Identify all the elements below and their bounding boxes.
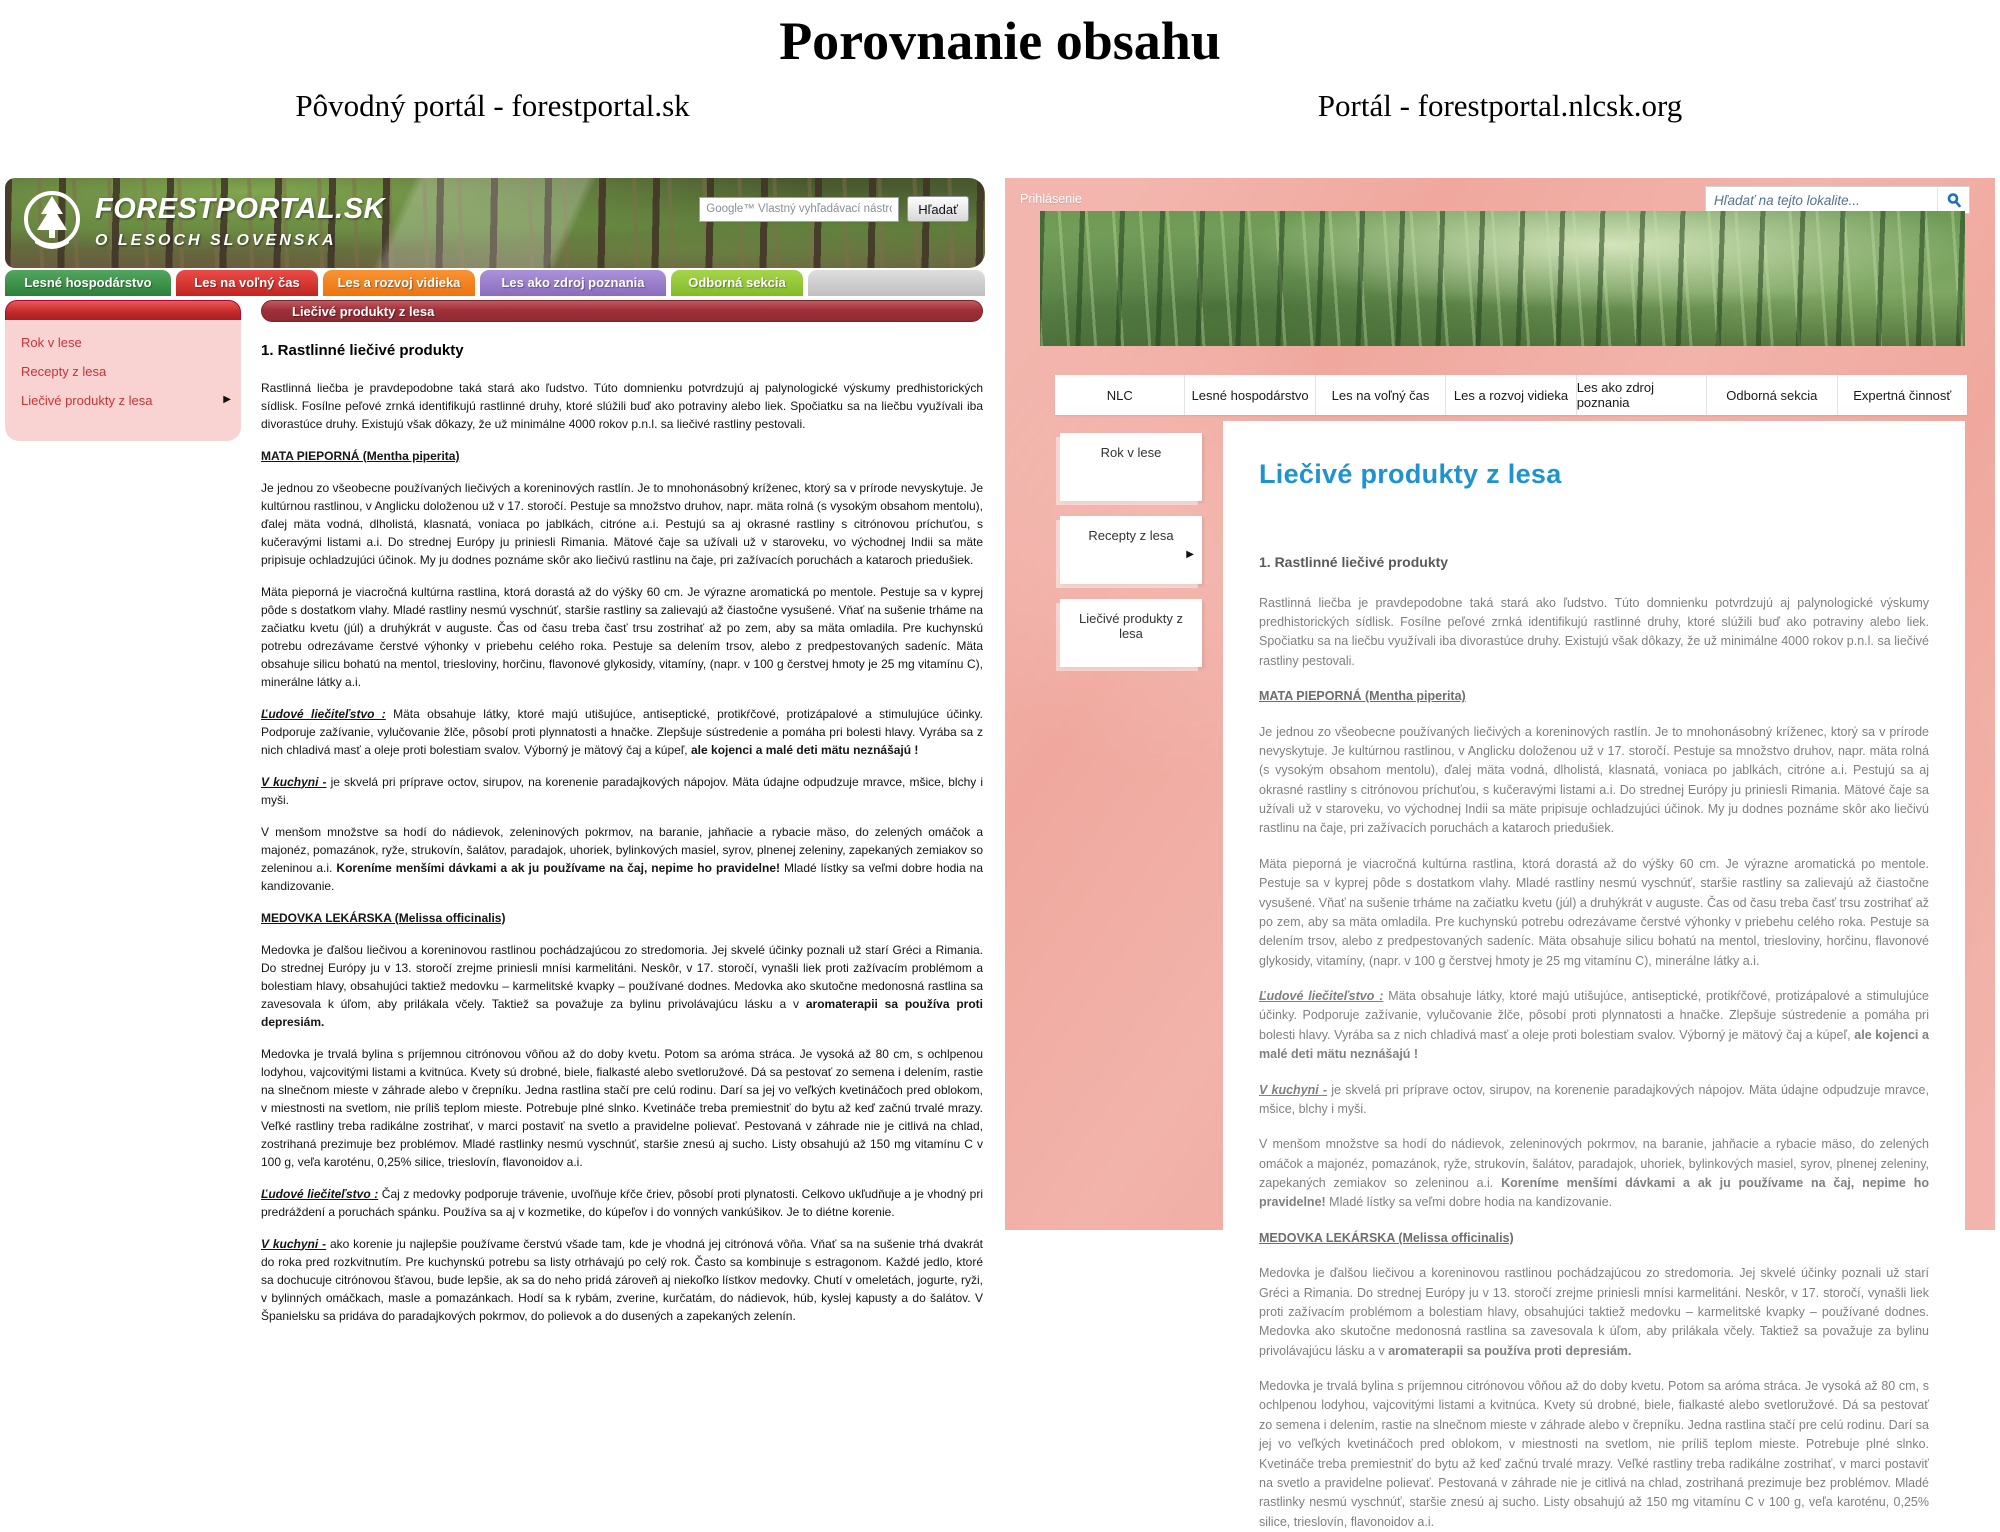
logo-text — [95, 193, 385, 250]
paragraph-kitchen — [1259, 1081, 1929, 1120]
sidebar-item-rok-v-lese[interactable]: Rok v lese — [1060, 433, 1202, 501]
paragraph-kitchen — [261, 773, 983, 809]
sidebar-item-label: Liečivé produkty z lesa — [21, 393, 153, 408]
sidebar-item-label: Recepty z lesa — [1088, 528, 1174, 543]
paragraph: V menšom množstve sa hodí do nádievok, zeleninových pokrmov, na baranie, jahňacie a rybacie mäso, do zelených omáčok a majonéz, pomazánok, ryže, strukovín, šalátov, paradajok, uhoriek, bylinkových masiel, syrov, plnenej zeleniny, zapekaných zemiakov so zeleninou a.i. Koreníme menšími dávkami a ak ju používame na čaj, nepime ho pravidelne! Mladé lístky sa veľmi dobre hodia na kandizovanie. — [1259, 1137, 1929, 1210]
section-heading: 1. Rastlinné liečivé produkty — [1259, 554, 1449, 570]
logo-subtitle: O LESOCH SLOVENSKA — [95, 231, 337, 249]
sidebar-item-recepty-z-lesa[interactable] — [1060, 516, 1202, 584]
tab-les-ako-zdroj-poznania[interactable]: Les ako zdroj poznania — [1577, 375, 1707, 415]
tab-nlc[interactable]: NLC — [1055, 375, 1185, 415]
kitchen-label: V kuchyni - — [261, 1236, 327, 1251]
right-search-area — [1705, 186, 1970, 214]
paragraph: Mäta pieporná je viacročná kultúrna rastlina, ktorá dorastá až do výšky 60 cm. Je výrazne aromatická po mentole. Pestuje sa v kyprej pôde s dostatkom vlahy. Mladé rastliny nesmú vyschnúť, staršie rastliny sa zalievajú až čiastočne vysušené. Vňať na sušenie trháme na začiatku kvetu (júl) a druhýkrát v auguste. Čas od času treba časť trsu zostrihať až po zem, aby sa mäta omladila. Pre kuchynskú potrebu odrezávame čerstvé výhonky v priebehu celého roka. Pestuje sa delením trsov, alebo z predpestovaných sadeníc. Mäta obsahuje silicu bohatú na mentol, triesloviny, horčinu, flavonové glykosidy, vitamíny, (napr. v 100 g čerstvej hmoty je 25 mg vitamínu C), minerálne látky a.i. — [261, 584, 983, 689]
paragraph: Medovka je ďalšou liečivou a koreninovou rastlinou pochádzajúcou zo stredomoria. Jej skvelé účinky poznali už starí Gréci a Rimania. Do strednej Európy ju v 13. storočí zrejme priniesli mnísi karmelitáni. Neskôr, v 17. storočí, vynašli liek proti zažívacím problémom a bolestiam hlavy, obsahujúci taktiež medovku – karmelitské kvapky – používané dodnes. Medovka ako skutočne medonosná rastlina sa zavesovala k úľom, aby prilákala včely. Taktiež sa považuje za bylinu privolávajúcu lásku a v aromaterapii sa používa proti depresiám. — [1259, 1266, 1929, 1358]
paragraph: Medovka je trvalá bylina s príjemnou citrónovou vôňou až do doby kvetu. Potom sa aróma stráca. Je vysoká až 80 cm, s ochlpenou lodyhou, vajcovitými listami a kvitnúca. Kvety sú drobné, biele, fialkasté alebo svetloružové. Dá sa pestovať zo semena i delením, rastie na slnečnom mieste v záhrade alebo v črepníku. Jedna rastlina stačí pre celú rodinu. Darí sa jej vo veľkých kvetináčoch pred oblokom, v miestnosti na svetlom, nie príliš teplom mieste. Potrebuje plné slnko. Kvetináče treba premiestniť do bytu až keď začnú trvalé mrazy. Veľké rastliny treba radikálne zostrihať, v marci postaviť na svetlo a pravidelne polievať. Pestovaná v záhrade nie je citlivá na chlad, zostrihaná prezimuje bez problémov. Mladé rastlinky nesmú vyschnúť, staršie znesú aj sucho. Listy obsahujú až 150 mg vitamínu C v 100 g, veľa karoténu, 0,25% silice, trieslovín, flavonoidov a.i. — [261, 1046, 983, 1169]
paragraph: Rastlinná liečba je pravdepodobne taká stará ako ľudstvo. Túto domnienku potvrdzujú aj palynologické výskumy predhistorických sídlisk. Fosílne peľové zrnká identifikujú rastlinné druhy, ktoré slúžili buď ako potraviny alebo liek. Spočiatku sa na liečbu využívali iba divorastúce druhy. Existujú však dôkazy, že už minimálne 4000 rokov p.n.l. sa liečivé rastliny pestovali. — [261, 380, 983, 431]
folk-label: Ľudové liečiteľstvo : — [261, 706, 386, 721]
logo-title: FORESTPORTAL.SK — [95, 192, 385, 225]
left-search-area — [699, 196, 969, 222]
folk-text: Mäta obsahuje látky, ktoré majú utišujúce, antiseptické, protikŕčové, protizápalové a stimulujúce účinky. Podporuje zažívanie, vylučovanie žlče, pôsobí proti plynnatosti a hnačke. Zlepšuje sústredenie a pomáha pri bolesti hlavy. Vyrába sa z nich chladivá masť a oleje proti bolestiam svalov. Výborný je mätový čaj a kúpeľ, — [1259, 989, 1929, 1042]
paragraph-kitchen — [261, 1235, 983, 1325]
left-content — [261, 300, 983, 1339]
tab-les-na-volny-cas[interactable]: Les na voľný čas — [1316, 375, 1446, 415]
paragraph: Medovka je ďalšou liečivou a koreninovou rastlinou pochádzajúcou zo stredomoria. Jej skvelé účinky poznali už starí Gréci a Rimania. Do strednej Európy ju v 13. storočí zrejme priniesli mnísi karmelitáni. Neskôr, v 17. storočí, vynašli liek proti zažívacím problémom a bolestiam hlavy, obsahujúci taktiež medovku – karmelitské kvapky – používané dodnes. Medovka ako skutočne medonosná rastlina sa zavesovala k úľom, aby prilákala včely. Taktiež sa považuje za bylinu privolávajúcu lásku a v aromaterapii sa používa proti depresiám. — [261, 942, 983, 1029]
paragraph: Rastlinná liečba je pravdepodobne taká stará ako ľudstvo. Túto domnienku potvrdzujú aj palynologické výskumy predhistorických sídlisk. Fosílne peľové zrnká identifikujú rastlinné druhy, ktoré slúžili buď ako potraviny alebo liek. Spočiatku sa na liečbu využívali iba divorastúce druhy. Existujú však dôkazy, že už minimálne 4000 rokov p.n.l. sa liečivé rastliny pestovali. — [1259, 595, 1929, 668]
forestportal-logo[interactable] — [23, 190, 385, 252]
right-content — [1223, 421, 1965, 1529]
paragraph: V menšom množstve sa hodí do nádievok, zeleninových pokrmov, na baranie, jahňacie a rybacie mäso, do zelených omáčok a majonéz, pomazánok, ryže, strukovín, šalátov, paradajok, uhoriek, bylinkových masiel, syrov, plnenej zeleniny, zapekaných zemiakov so zeleninou a.i. Koreníme menšími dávkami a ak ju používame na čaj, nepime ho pravidelne! Mladé lístky sa veľmi dobre hodia na kandizovanie. — [261, 824, 983, 893]
tab-odborna-sekcia[interactable]: Odborná sekcia — [1707, 375, 1837, 415]
folk-text: Čaj z medovky podporuje trávenie, uvoľňuje kŕče čriev, pôsobí proti plynatosti. Celkovo ukľudňuje a je vhodný pri predráždení a poruchách spánku. Používa sa aj v kozmetike, do kúpeľov i do vonných vankúšikov. Je to diétne korenie. — [261, 1186, 984, 1219]
left-sidebar-menu — [5, 320, 241, 441]
site-search-input[interactable] — [1706, 187, 1937, 213]
species-heading-medovka: MEDOVKA LEKÁRSKA (Melissa officinalis) — [261, 910, 506, 925]
left-main — [5, 300, 985, 1339]
search-button[interactable]: Hľadať — [907, 196, 969, 222]
tab-les-ako-zdroj-poznania[interactable]: Les ako zdroj poznania — [480, 270, 666, 296]
magnifier-glyph — [1946, 192, 1962, 208]
folk-bold: ale kojenci a malé deti mätu neznášajú ! — [1259, 1027, 1929, 1062]
kitchen-text: je skvelá pri príprave octov, sirupov, na korenenie paradajkových nápojov. Mäta údajne odpudzuje mravce, mšice, blchy i myši. — [261, 774, 984, 807]
kitchen-label: V kuchyni - — [261, 774, 327, 789]
tab-lesne-hospodarstvo[interactable]: Lesné hospodárstvo — [1185, 375, 1315, 415]
section-heading: 1. Rastlinné liečivé produkty — [261, 342, 464, 359]
sidebar-item-recepty-z-lesa[interactable]: Recepty z lesa — [21, 364, 107, 379]
tab-lesne-hospodarstvo[interactable]: Lesné hospodárstvo — [5, 270, 171, 296]
paragraph: Je jednou zo všeobecne používaných liečivých a koreninových rastlín. Je to mnohonásobný kríženec, ktorý sa v prírode nevyskytuje. Je kultúrnou rastlinou, v Anglicku doloženou už v 17. storočí. Pestuje sa množstvo druhov, napr. mäta rolná (s vysokým obsahom mentolu), ďalej mäta vodná, dlholistá, klasnatá, voniaca po jablkách, citróne a.i. Pestujú sa aj okrasné rastliny s citrónovou príchuťou, s kučeravými listami a.i. Do strednej Európy ju priniesli Rimania. Mätové čaje sa užívali už v staroveku, vo východnej Indii sa mäte pripisuje ochladzujúci účinok. My ju dodnes poznáme skôr ako liečivú rastlinu na čaje, pri zažívacích poruchách a kataroch priedušiek. — [1259, 724, 1929, 836]
paragraph: Mäta pieporná je viacročná kultúrna rastlina, ktorá dorastá až do výšky 60 cm. Je výrazne aromatická po mentole. Pestuje sa v kyprej pôde s dostatkom vlahy. Mladé rastliny nesmú vyschnúť, staršie rastliny sa zalievajú až čiastočne vysušené. Vňať na sušenie trháme na začiatku kvetu (júl) a druhýkrát v auguste. Čas od času treba časť trsu zostrihať až po zem, aby sa mäta omladila. Pre kuchynskú potrebu odrezávame čerstvé výhonky v priebehu celého roka. Pestuje sa delením trsov, alebo z predpestovaných sadeníc. Mäta obsahuje silicu bohatú na mentol, triesloviny, horčinu, flavonové glykosidy, vitamíny, (napr. v 100 g čerstvej hmoty je 25 mg vitamínu C), minerálne látky a.i. — [1259, 856, 1929, 968]
tab-les-a-rozvoj-vidieka[interactable]: Les a rozvoj vidieka — [323, 270, 475, 296]
left-portal-subtitle: Pôvodný portál - forestportal.sk — [295, 88, 690, 123]
content-title-bar: Liečivé produkty z lesa — [261, 300, 983, 322]
tab-bar-filler — [808, 270, 985, 296]
tab-les-na-volny-cas[interactable]: Les na voľný čas — [176, 270, 318, 296]
right-portal-subtitle: Portál - forestportal.nlcsk.org — [1317, 88, 1683, 123]
paragraph: Medovka je trvalá bylina s príjemnou citrónovou vôňou až do doby kvetu. Potom sa aróma stráca. Je vysoká až 80 cm, s ochlpenou lodyhou, vajcovitými listami a kvitnúca. Kvety sú drobné, biele, fialkasté alebo svetloružové. Dá sa pestovať zo semena i delením, rastie na slnečnom mieste v záhrade alebo v črepníku. Jedna rastlina stačí pre celú rodinu. Darí sa jej vo veľkých kvetináčoch pred oblokom, v miestnosti na svetlom, nie príliš teplom mieste. Potrebuje plné slnko. Kvetináče treba premiestniť do bytu až keď začnú trvalé mrazy. Veľké rastliny treba radikálne zostrihať, v marci postaviť na svetlo a pravidelne polievať. Pestovaná v záhrade nie je citlivá na chlad, zostrihaná prezimuje bez problémov. Mladé rastlinky nesmú vyschnúť, staršie znesú aj sucho. Listy obsahujú až 150 mg vitamínu C v 100 g, veľa karoténu, 0,25% silice, trieslovín, flavonoidov a.i. — [1259, 1379, 1929, 1529]
paragraph-folk-medicine — [1259, 987, 1929, 1065]
folk-bold: ale kojenci a malé deti mätu neznášajú ! — [691, 742, 919, 757]
right-header-banner — [1040, 211, 1965, 346]
search-icon[interactable] — [1937, 187, 1969, 213]
arrow-right-icon: ▶ — [1186, 549, 1194, 560]
forestportal-nlcsk-window — [1005, 178, 1995, 1529]
sidebar-item-rok-v-lese[interactable]: Rok v lese — [21, 335, 82, 350]
arrow-right-icon: ▶ — [223, 394, 231, 405]
kitchen-text: ako korenie ju najlepšie používame čerstvú všade tam, kde je vhodná jej citrónová vôňa. Vňať sa na sušenie trhá dvakrát do roka pred rozkvitnutím. Pre kuchynskú potrebu sa listy otrhávajú po celý rok. Často sa kombinuje s estragonom. Každé jedlo, ktoré sa dochucuje citrónovou šťavou, bude lepšie, ak sa do neho pridá zároveň aj niekoľko lístkov medovky. Chutí v omeletách, jogurte, ryži, v bylinných omáčkach, masle a pomazánkach. Hodí sa k rybám, zverine, kurčatám, do nádievok, húb, kyslej kapusty a do šalátov. V Španielsku sa pridáva do paradajkových pokrmov, do polievok a do dusených a zapekaných zelenín. — [261, 1236, 983, 1323]
species-heading-medovka: MEDOVKA LEKÁRSKA (Melissa officinalis) — [1259, 1230, 1514, 1245]
tab-expertna-cinnost[interactable]: Expertná činnosť — [1853, 387, 1952, 403]
tab-les-a-rozvoj-vidieka[interactable]: Les a rozvoj vidieka — [1446, 375, 1576, 415]
article-left — [261, 340, 983, 1325]
page-heading: Liečivé produkty z lesa — [1259, 459, 1562, 489]
google-search-input[interactable] — [699, 197, 899, 222]
kitchen-label: V kuchyni - — [1259, 1082, 1328, 1097]
sidebar-item-liecive-produkty[interactable]: Liečivé produkty z lesa — [1060, 599, 1202, 667]
paragraph-folk-medicine — [261, 705, 983, 759]
folk-text: Mäta obsahuje látky, ktoré majú utišujúce, antiseptické, protikŕčové, protizápalové a stimulujúce účinky. Podporuje zažívanie, vylučovanie žlče, pôsobí proti plynnatosti a hnačke. Zlepšuje sústredenie a pomáha pri bolesti hlavy. Vyrába sa z nich chladivá masť a oleje proti bolestiam svalov. Výborný je mätový čaj a kúpeľ, — [261, 706, 983, 757]
tab-odborna-sekcia[interactable]: Odborná sekcia — [671, 270, 803, 296]
right-sidebar — [1060, 433, 1202, 682]
left-nav-tabs — [5, 270, 985, 296]
species-heading-mata: MATA PIEPORNÁ (Mentha piperita) — [261, 448, 460, 463]
right-nav-tabs — [1055, 375, 1967, 415]
paragraph: Je jednou zo všeobecne používaných liečivých a koreninových rastlín. Je to mnohonásobný kríženec, ktorý sa v prírode nevyskytuje. Je kultúrnou rastlinou, v Anglicku doloženou už v 17. storočí. Pestuje sa množstvo druhov, napr. mäta rolná (s vysokým obsahom mentolu), ďalej mäta vodná, dlholistá, klasnatá, voniaca po jablkách, citróne a.i. Pestujú sa aj okrasné rastliny s citrónovou príchuťou, s kučeravými listami a.i. Do strednej Európy ju priniesli Rimania. Mätové čaje sa užívali už v staroveku, vo východnej Indii sa mäte pripisuje ochladzujúci účinok. My ju dodnes poznáme skôr ako liečivú rastlinu na čaje, pri zažívacích poruchách a kataroch priedušiek. — [261, 480, 983, 567]
article-right — [1259, 552, 1929, 1532]
sidebar-item-liecive-produkty[interactable] — [5, 386, 241, 415]
left-header-banner — [5, 178, 985, 268]
paragraph-folk-medicine — [261, 1185, 983, 1221]
species-heading-mata: MATA PIEPORNÁ (Mentha piperita) — [1259, 689, 1466, 704]
tree-logo-icon — [23, 190, 81, 252]
folk-label: Ľudové liečiteľstvo : — [261, 1186, 379, 1201]
folk-label: Ľudové liečiteľstvo : — [1259, 989, 1384, 1004]
kitchen-text: je skvelá pri príprave octov, sirupov, na korenenie paradajkových nápojov. Mäta údajne odpudzuje mravce, mšice, blchy i myši. — [1259, 1082, 1929, 1116]
left-sidebar-header — [5, 300, 241, 320]
login-link[interactable]: Prihlásenie — [1020, 192, 1082, 206]
left-sidebar — [5, 300, 241, 1339]
page-title: Porovnanie obsahu — [779, 11, 1221, 71]
forestportal-sk-window — [5, 178, 985, 1323]
